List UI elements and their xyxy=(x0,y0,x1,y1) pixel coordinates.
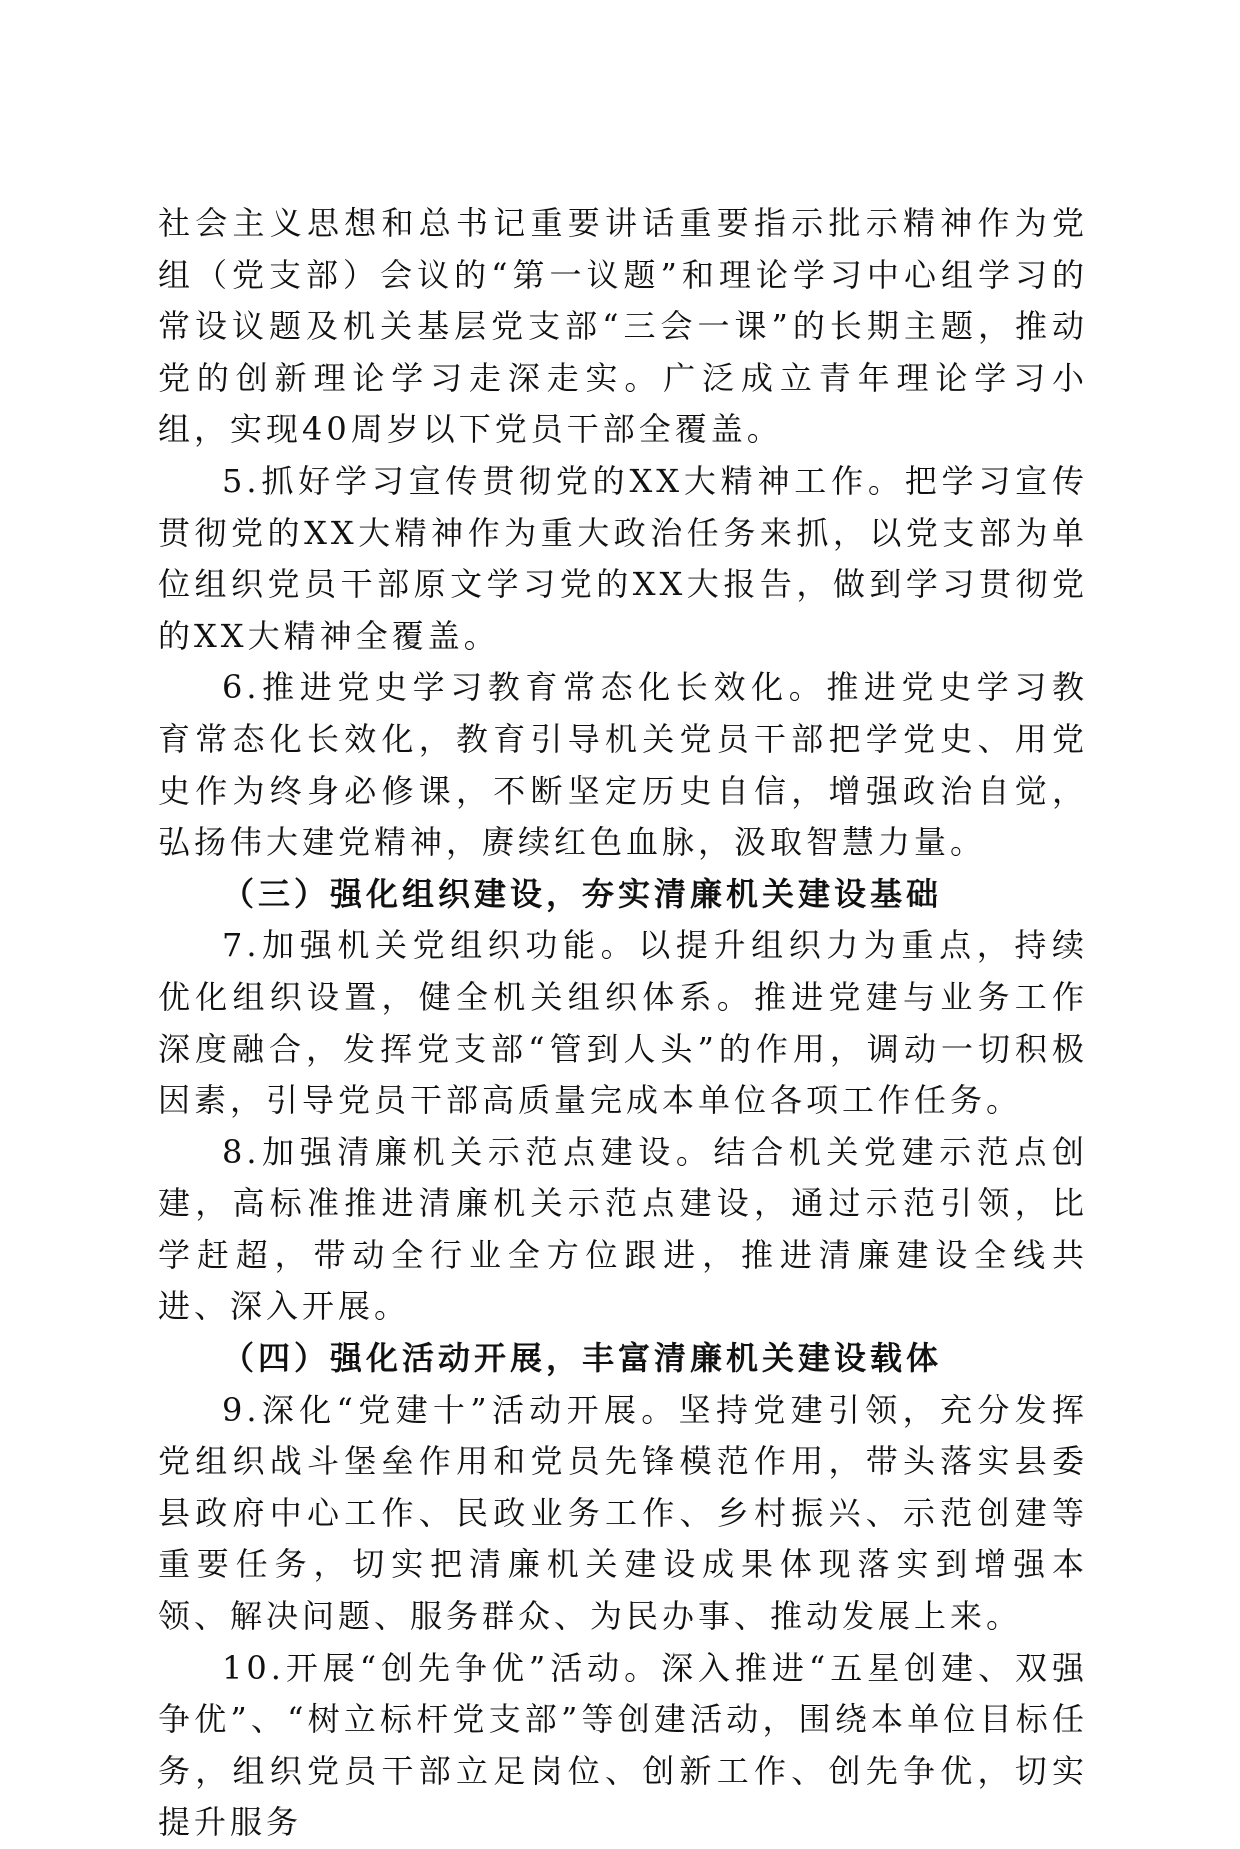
paragraph-item-9: 9.深化“党建十”活动开展。坚持党建引领，充分发挥党组织战斗堡垒作用和党员先锋模范作用，带头落实县委县政府中心工作、民政业务工作、乡村振兴、示范创建等重要任务，切实把清廉机关建设成果体现落实到增强本领、解决问题、服务群众、为民办事、推动发展上来。 xyxy=(158,1390,1088,1636)
section-heading-4: （四）强化活动开展，丰富清廉机关建设载体 xyxy=(222,1339,943,1378)
document-body xyxy=(158,198,1088,1849)
paragraph-intro-continuation: 社会主义思想和总书记重要讲话重要指示批示精神作为党组（党支部）会议的“第一议题”和理论学习中心组学习的常设议题及机关基层党支部“三会一课”的长期主题，推动党的创新理论学习走深走实。广泛成立青年理论学习小组，实现40周岁以下党员干部全覆盖。 xyxy=(158,204,1088,449)
paragraph-item-8: 8.加强清廉机关示范点建设。结合机关党建示范点创建，高标准推进清廉机关示范点建设，通过示范引领，比学赶超，带动全行业全方位跟进，推进清廉建设全线共进、深入开展。 xyxy=(158,1132,1088,1326)
paragraph-item-10: 10.开展“创先争优”活动。深入推进“五星创建、双强争优”、“树立标杆党支部”等创建活动，围绕本单位目标任务，组织党员干部立足岗位、创新工作、创先争优，切实提升服务 xyxy=(158,1648,1088,1842)
paragraph-item-5: 5.抓好学习宣传贯彻党的XX大精神工作。把学习宣传贯彻党的XX大精神作为重大政治任务来抓，以党支部为单位组织党员干部原文学习党的XX大报告，做到学习贯彻党的XX大精神全覆盖。 xyxy=(158,461,1088,655)
paragraph-item-6: 6.推进党史学习教育常态化长效化。推进党史学习教育常态化长效化，教育引导机关党员干部把学党史、用党史作为终身必修课，不断坚定历史自信，增强政治自觉，弘扬伟大建党精神，赓续红色血脉，汲取智慧力量。 xyxy=(158,668,1088,862)
section-heading-3: （三）强化组织建设，夯实清廉机关建设基础 xyxy=(222,874,943,913)
paragraph-item-7: 7.加强机关党组织功能。以提升组织力为重点，持续优化组织设置，健全机关组织体系。推进党建与业务工作深度融合，发挥党支部“管到人头”的作用，调动一切积极因素，引导党员干部高质量完成本单位各项工作任务。 xyxy=(158,926,1088,1120)
